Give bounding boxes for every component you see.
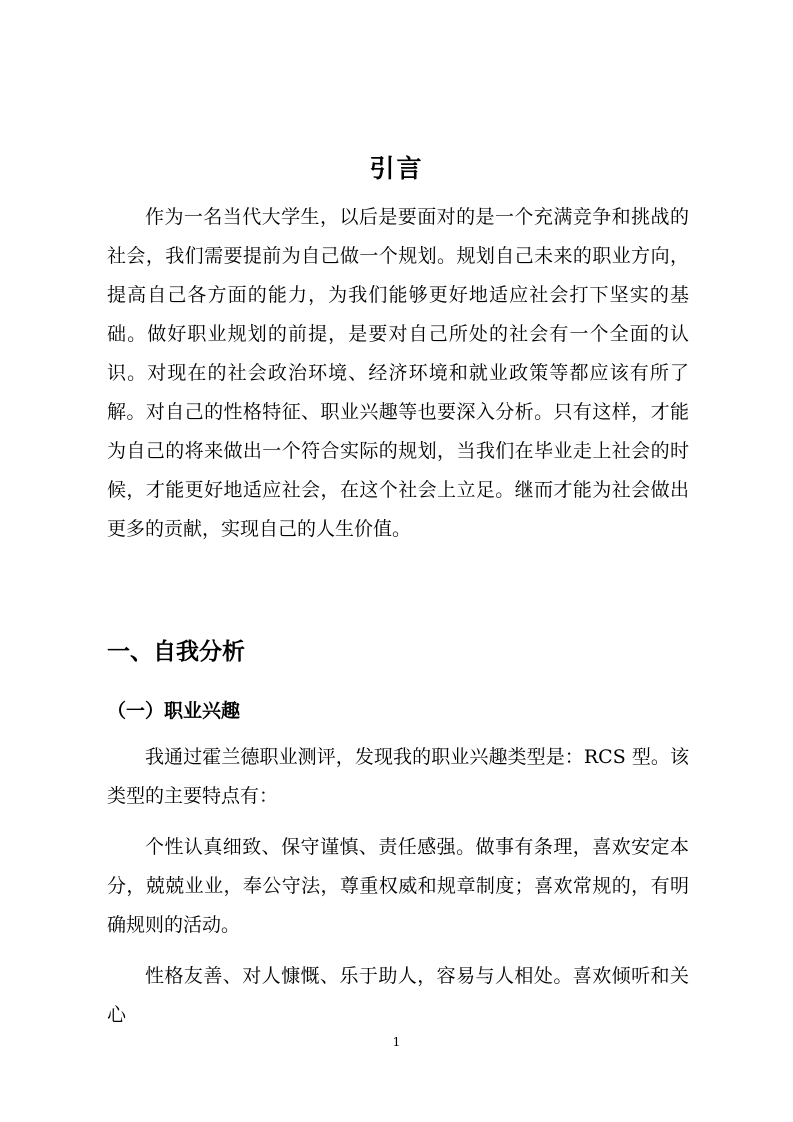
- section-heading: 一、自我分析: [107, 639, 245, 665]
- character-paragraph: 性格友善、对人慷慨、乐于助人，容易与人相处。喜欢倾听和关心: [107, 965, 689, 1026]
- personality-paragraph: 个性认真细致、保守谨慎、责任感强。做事有条理，喜欢安定本分，兢兢业业，奉公守法，尊重权威和规章制度；喜欢常规的，有明确规则的活动。: [107, 836, 689, 936]
- page-number: 1: [392, 1035, 401, 1049]
- interest-type-paragraph: 我通过霍兰德职业测评，发现我的职业兴趣类型是：RCS 型。该类型的主要特点有：: [107, 746, 689, 807]
- intro-paragraph: 作为一名当代大学生，以后是要面对的是一个充满竞争和挑战的社会，我们需要提前为自己做一个规划。规划自己未来的职业方向，提高自己各方面的能力，为我们能够更好地适应社会打下坚实的基础。做好职业规划的前提，是要对自己所处的社会有一个全面的认识。对现在的社会政治环境、经济环境和就业政策等都应该有所了解。对自己的性格特征、职业兴趣等也要深入分析。只有这样，才能为自己的将来做出一个符合实际的规划，当我们在毕业走上社会的时候，才能更好地适应社会，在这个社会上立足。继而才能为社会做出更多的贡献，实现自己的人生价值。: [107, 206, 689, 540]
- page-title: 引言: [369, 153, 424, 183]
- subsection-heading: （一）职业兴趣: [107, 700, 241, 722]
